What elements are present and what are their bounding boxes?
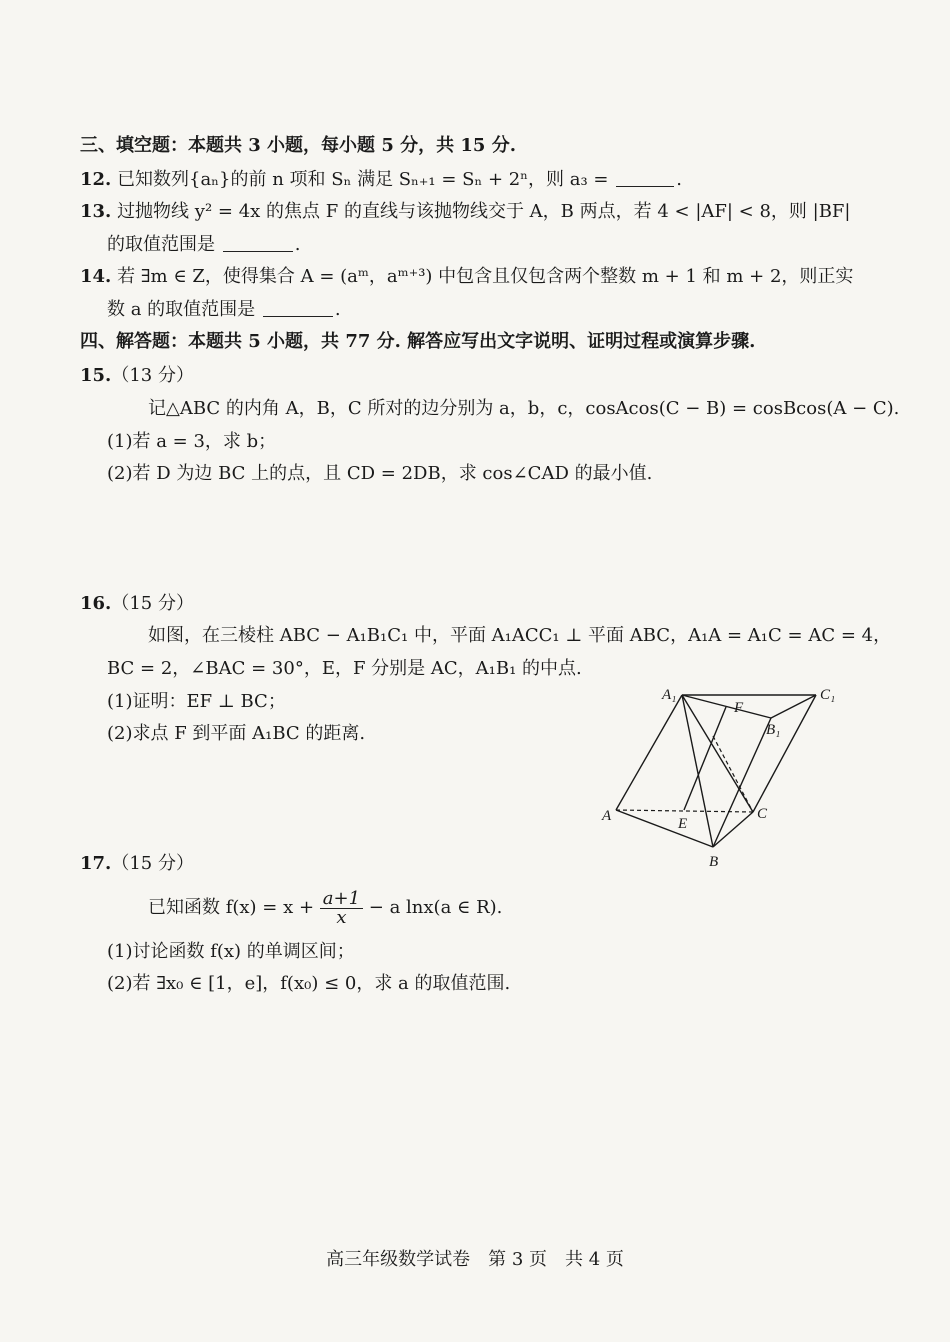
question-12 bbox=[80, 166, 850, 194]
q16-part1: (1)证明：EF ⊥ BC； bbox=[107, 691, 286, 712]
q16-line2: BC = 2，∠BAC = 30°，E，F 分别是 AC，A₁B₁ 的中点. bbox=[107, 658, 582, 679]
dashed-edge-a-c bbox=[616, 810, 753, 812]
q17-fraction bbox=[320, 887, 363, 928]
question-14 bbox=[80, 263, 854, 291]
dashed-line-f-c bbox=[713, 736, 753, 812]
q13-answer-blank bbox=[223, 233, 293, 252]
q12-text: 已知数列{aₙ}的前 n 项和 Sₙ 满足 Sₙ₊₁ = Sₙ + 2ⁿ，则 a₃ = bbox=[117, 169, 609, 190]
q12-number: 12. bbox=[80, 169, 112, 190]
q17-number: 17. bbox=[80, 853, 112, 874]
q16-number: 16. bbox=[80, 593, 112, 614]
edge-c1-c bbox=[753, 695, 816, 812]
q16-part2: (2)求点 F 到平面 A₁BC 的距离. bbox=[107, 723, 366, 744]
triangular-prism-figure bbox=[596, 680, 846, 870]
label-c1: C₁ bbox=[820, 687, 836, 703]
q16-line1: 如图，在三棱柱 ABC − A₁B₁C₁ 中，平面 A₁ACC₁ ⊥ 平面 ABC，A₁A = A₁C = AC = 4， bbox=[148, 625, 892, 646]
question-15-header bbox=[80, 362, 850, 390]
label-a1: A₁ bbox=[662, 687, 677, 703]
question-14-cont bbox=[107, 296, 877, 324]
q15-number: 15. bbox=[80, 365, 112, 386]
section3-heading: 三、填空题：本题共 3 小题，每小题 5 分，共 15 分. bbox=[80, 135, 516, 156]
edge-a1-a bbox=[616, 695, 682, 810]
q17-score: （15 分） bbox=[111, 853, 194, 874]
q15-part2: (2)若 D 为边 BC 上的点，且 CD = 2DB，求 cos∠CAD 的最小值. bbox=[107, 463, 653, 484]
question-13-cont bbox=[107, 231, 877, 259]
question-16-header bbox=[80, 590, 850, 618]
q14-line2: 数 a 的取值范围是 bbox=[107, 299, 256, 320]
label-b1: B₁ bbox=[766, 722, 781, 738]
q17-part1: (1)讨论函数 f(x) 的单调区间； bbox=[107, 941, 355, 962]
page-footer: 高三年级数学试卷 第 3 页 共 4 页 bbox=[326, 1249, 624, 1270]
edge-b-c bbox=[713, 812, 753, 847]
section4-heading: 四、解答题：本题共 5 小题，共 77 分. 解答应写出文字说明、证明过程或演算步骤. bbox=[80, 331, 756, 352]
edge-a1-b1 bbox=[682, 695, 771, 718]
q15-score: （13 分） bbox=[111, 365, 194, 386]
q14-number: 14. bbox=[80, 266, 112, 287]
q17-frac-denominator: x bbox=[336, 906, 347, 928]
q14-answer-blank bbox=[263, 298, 333, 317]
q12-end: . bbox=[676, 169, 682, 190]
q17-stem-suffix: − a lnx(a ∈ R). bbox=[368, 897, 503, 918]
q16-score: （15 分） bbox=[111, 593, 194, 614]
q13-line1: 过抛物线 y² = 4x 的焦点 F 的直线与该抛物线交于 A，B 两点，若 4 < |AF| < 8，则 |BF| bbox=[117, 201, 851, 222]
q12-answer-blank bbox=[616, 168, 674, 187]
edge-b1-b bbox=[713, 718, 771, 847]
question-13 bbox=[80, 198, 850, 226]
segment-e-f bbox=[684, 707, 726, 810]
label-c: C bbox=[757, 806, 768, 822]
q14-end: . bbox=[334, 299, 341, 320]
q15-part1: (1)若 a = 3，求 b； bbox=[107, 431, 277, 452]
label-b: B bbox=[709, 854, 719, 870]
q17-part2: (2)若 ∃x₀ ∈ [1，e]，f(x₀) ≤ 0，求 a 的取值范围. bbox=[107, 973, 511, 994]
q15-stem: 记△ABC 的内角 A，B，C 所对的边分别为 a，b，c，cosAcos(C − B) = cosBcos(A − C). bbox=[148, 398, 900, 419]
q13-number: 13. bbox=[80, 201, 112, 222]
q17-frac-numerator: a+1 bbox=[320, 890, 363, 909]
question-17-header bbox=[80, 850, 850, 878]
q14-line1: 若 ∃m ∈ Z，使得集合 A = (aᵐ，aᵐ⁺³) 中包含且仅包含两个整数 m + 1 和 m + 2，则正实 bbox=[117, 266, 854, 287]
q17-stem bbox=[148, 888, 918, 928]
edge-a-b bbox=[616, 810, 713, 847]
q13-line2: 的取值范围是 bbox=[107, 234, 215, 255]
label-e: E bbox=[678, 816, 688, 832]
q13-end: . bbox=[294, 234, 301, 255]
label-a: A bbox=[602, 808, 612, 824]
label-f: F bbox=[734, 700, 744, 716]
q17-stem-prefix: 已知函数 f(x) = x + bbox=[148, 897, 315, 918]
